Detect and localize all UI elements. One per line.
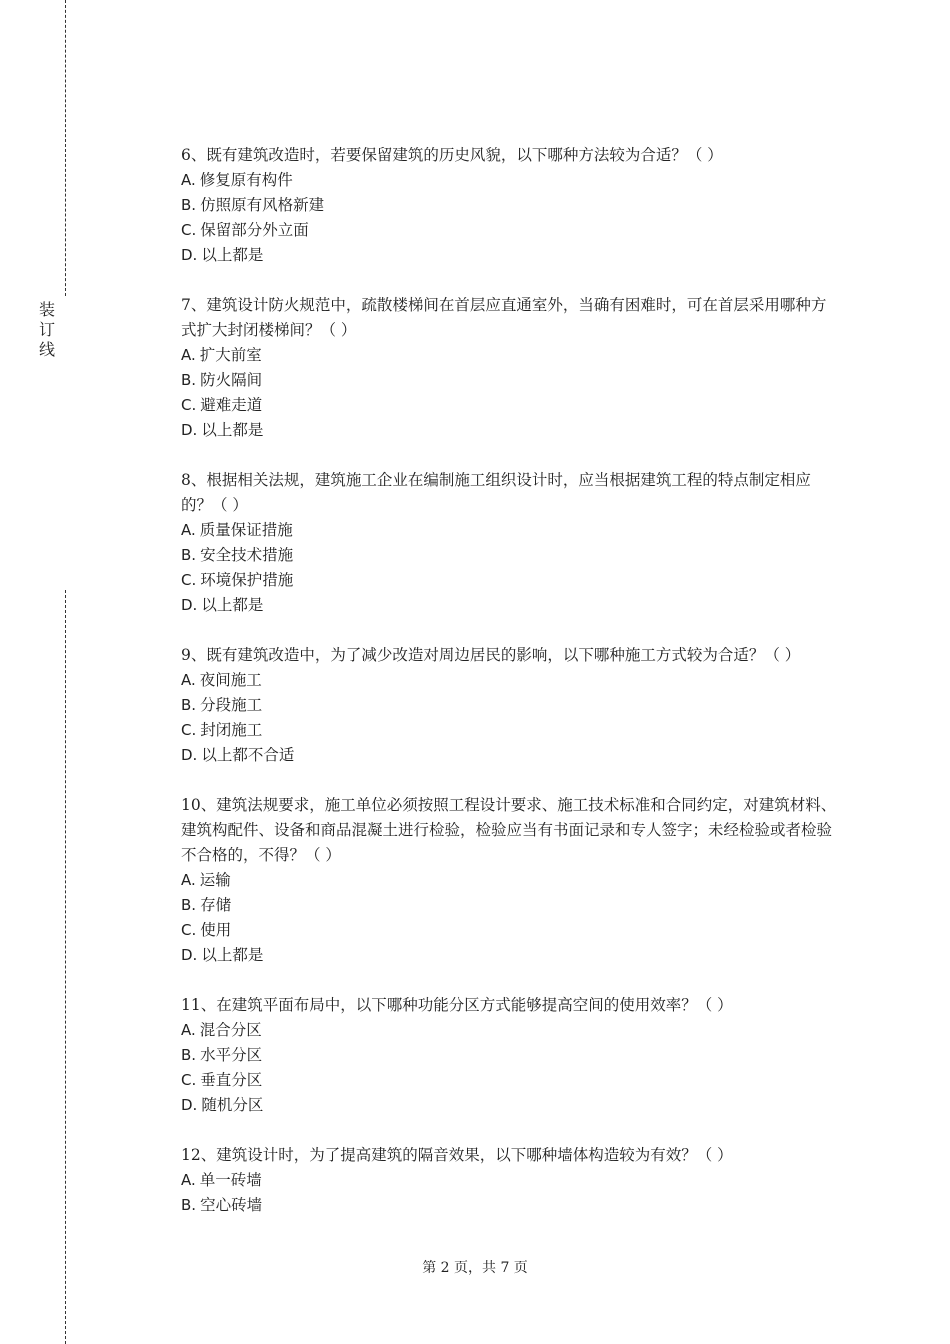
question-stem: 11、在建筑平面布局中，以下哪种功能分区方式能够提高空间的使用效率？（ ） xyxy=(181,996,733,1014)
option-letter: D. xyxy=(181,746,198,764)
option-letter: A. xyxy=(181,171,196,189)
option-letter: C. xyxy=(181,921,197,939)
option-letter: C. xyxy=(181,721,197,739)
option-letter: A. xyxy=(181,346,196,364)
option-text: 保留部分外立面 xyxy=(200,221,309,239)
option-text: 运输 xyxy=(199,871,231,889)
option-d[interactable] xyxy=(181,593,839,618)
option-b[interactable] xyxy=(181,1043,839,1068)
option-b[interactable] xyxy=(181,543,839,568)
option-text: 夜间施工 xyxy=(199,671,262,689)
option-d[interactable] xyxy=(181,243,839,268)
option-text: 以上都不合适 xyxy=(201,746,295,764)
option-c[interactable] xyxy=(181,918,839,943)
option-text: 空心砖墙 xyxy=(200,1196,263,1214)
page-footer xyxy=(0,1258,950,1278)
option-letter: D. xyxy=(181,246,198,264)
question-11 xyxy=(181,993,839,1118)
option-text: 混合分区 xyxy=(199,1021,262,1039)
option-text: 防火隔间 xyxy=(200,371,263,389)
binding-char: 订 xyxy=(38,320,55,339)
option-text: 随机分区 xyxy=(201,1096,264,1114)
option-text: 以上都是 xyxy=(201,246,264,264)
option-letter: D. xyxy=(181,1096,198,1114)
option-a[interactable] xyxy=(181,868,839,893)
option-a[interactable] xyxy=(181,1168,839,1193)
option-d[interactable] xyxy=(181,418,839,443)
option-text: 修复原有构件 xyxy=(199,171,293,189)
question-9 xyxy=(181,643,839,768)
option-letter: A. xyxy=(181,671,196,689)
option-text: 封闭施工 xyxy=(200,721,263,739)
option-text: 存储 xyxy=(200,896,232,914)
question-8 xyxy=(181,468,839,618)
question-stem: 9、既有建筑改造中，为了减少改造对周边居民的影响，以下哪种施工方式较为合适？（ ） xyxy=(181,646,801,664)
option-letter: B. xyxy=(181,1046,197,1064)
option-a[interactable] xyxy=(181,1018,839,1043)
option-text: 仿照原有风格新建 xyxy=(200,196,325,214)
option-letter: D. xyxy=(181,421,198,439)
page-number: 第 2 页，共 7 页 xyxy=(422,1260,528,1276)
question-7 xyxy=(181,293,839,443)
option-a[interactable] xyxy=(181,343,839,368)
option-letter: A. xyxy=(181,1171,196,1189)
option-text: 以上都是 xyxy=(201,421,264,439)
option-text: 环境保护措施 xyxy=(200,571,294,589)
option-text: 使用 xyxy=(200,921,232,939)
option-letter: C. xyxy=(181,221,197,239)
option-letter: A. xyxy=(181,871,196,889)
question-6 xyxy=(181,143,839,268)
option-d[interactable] xyxy=(181,1093,839,1118)
option-d[interactable] xyxy=(181,943,839,968)
question-stem: 7、建筑设计防火规范中，疏散楼梯间在首层应直通室外，当确有困难时，可在首层采用哪种方式扩大封闭楼梯间？（ ） xyxy=(181,296,827,339)
binding-label xyxy=(38,300,56,360)
option-letter: B. xyxy=(181,546,197,564)
question-10 xyxy=(181,793,839,968)
option-b[interactable] xyxy=(181,1193,839,1218)
option-c[interactable] xyxy=(181,1068,839,1093)
question-12 xyxy=(181,1143,839,1218)
option-letter: B. xyxy=(181,696,197,714)
option-a[interactable] xyxy=(181,668,839,693)
option-letter: C. xyxy=(181,571,197,589)
option-letter: D. xyxy=(181,946,198,964)
option-letter: B. xyxy=(181,1196,197,1214)
option-c[interactable] xyxy=(181,393,839,418)
option-b[interactable] xyxy=(181,193,839,218)
option-c[interactable] xyxy=(181,718,839,743)
option-text: 质量保证措施 xyxy=(199,521,293,539)
option-a[interactable] xyxy=(181,518,839,543)
question-stem: 8、根据相关法规，建筑施工企业在编制施工组织设计时，应当根据建筑工程的特点制定相应的？（ ） xyxy=(181,471,811,514)
option-text: 以上都是 xyxy=(201,596,264,614)
binding-line-bottom xyxy=(65,590,66,1344)
option-b[interactable] xyxy=(181,893,839,918)
option-letter: A. xyxy=(181,521,196,539)
option-letter: B. xyxy=(181,896,197,914)
option-text: 安全技术措施 xyxy=(200,546,294,564)
option-letter: C. xyxy=(181,396,197,414)
binding-line-top xyxy=(65,0,66,296)
question-stem: 6、既有建筑改造时，若要保留建筑的历史风貌，以下哪种方法较为合适？（ ） xyxy=(181,146,723,164)
question-stem: 10、建筑法规要求，施工单位必须按照工程设计要求、施工技术标准和合同约定，对建筑材料、建筑构配件、设备和商品混凝土进行检验，检验应当有书面记录和专人签字；未经检验或者检验不合格的，不得？（ ） xyxy=(181,796,837,864)
option-letter: B. xyxy=(181,196,197,214)
option-a[interactable] xyxy=(181,168,839,193)
option-text: 水平分区 xyxy=(200,1046,263,1064)
option-letter: D. xyxy=(181,596,198,614)
option-letter: C. xyxy=(181,1071,197,1089)
option-b[interactable] xyxy=(181,368,839,393)
binding-char: 装 xyxy=(38,300,55,319)
binding-char: 线 xyxy=(38,340,55,359)
option-text: 分段施工 xyxy=(200,696,263,714)
option-text: 以上都是 xyxy=(201,946,264,964)
question-stem: 12、建筑设计时，为了提高建筑的隔音效果，以下哪种墙体构造较为有效？（ ） xyxy=(181,1146,733,1164)
option-c[interactable] xyxy=(181,218,839,243)
option-c[interactable] xyxy=(181,568,839,593)
option-text: 避难走道 xyxy=(200,396,263,414)
question-list xyxy=(181,143,839,1243)
option-d[interactable] xyxy=(181,743,839,768)
option-letter: B. xyxy=(181,371,197,389)
option-b[interactable] xyxy=(181,693,839,718)
option-text: 单一砖墙 xyxy=(199,1171,262,1189)
option-text: 扩大前室 xyxy=(199,346,262,364)
option-text: 垂直分区 xyxy=(200,1071,263,1089)
option-letter: A. xyxy=(181,1021,196,1039)
